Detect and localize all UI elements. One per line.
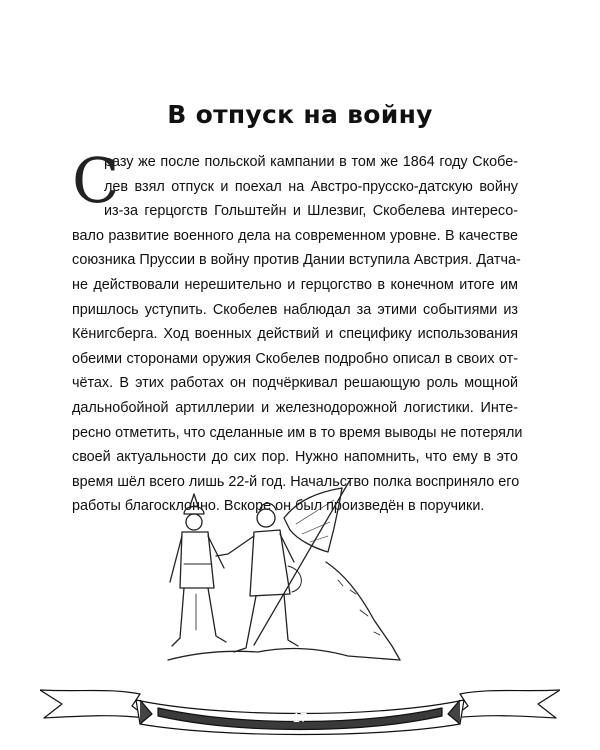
text-line: пришлось уступить. Скобелев наблюдал за этими событиями из (72, 301, 518, 318)
text-line: лев взял отпуск и поехал на Австро-прусско-датскую войну (104, 178, 518, 195)
drop-cap: С (72, 144, 120, 217)
text-line: дальнобойной артиллерии и железнодорожной логистики. Инте- (72, 399, 518, 416)
soldiers-illustration (138, 470, 408, 670)
body-text (72, 144, 523, 519)
text-line: Кёнигсберга. Ход военных действий и специфику использования (72, 326, 518, 343)
text-line: работы благосклонно. Вскоре он был произведён в поручики. (72, 498, 485, 515)
text-line: время шёл всего лишь 22-й год. Начальство полка восприняло его (72, 473, 520, 490)
text-line: не действовали нерешительно и герцогство в конечном итоге им (72, 276, 518, 293)
page-title: В отпуск на войну (167, 100, 433, 129)
page-number: 17 (292, 710, 308, 725)
text-line: своей актуальности до сих пор. Нужно напомнить, что ему в это (72, 449, 518, 466)
ribbon-banner (40, 678, 560, 738)
text-line: вало развитие военного дела на современном уровне. В качестве (72, 227, 518, 244)
text-line: разу же после польской кампании в том же 1864 году Скобе- (104, 154, 518, 170)
text-line: из-за герцогств Гольштейн и Шлезвиг, Скобелева интересо- (104, 203, 518, 220)
text-line: ресно отметить, что сделанные им в то время выводы не потеряли (72, 424, 523, 441)
text-line: союзника Пруссии в войну против Дании вступила Австрия. Датча- (72, 252, 521, 269)
text-line: чётах. В этих работах он подчёркивал решающую роль мощной (72, 375, 518, 392)
text-line: обеими сторонами оружия Скобелев подробно описал в своих от- (72, 350, 518, 367)
